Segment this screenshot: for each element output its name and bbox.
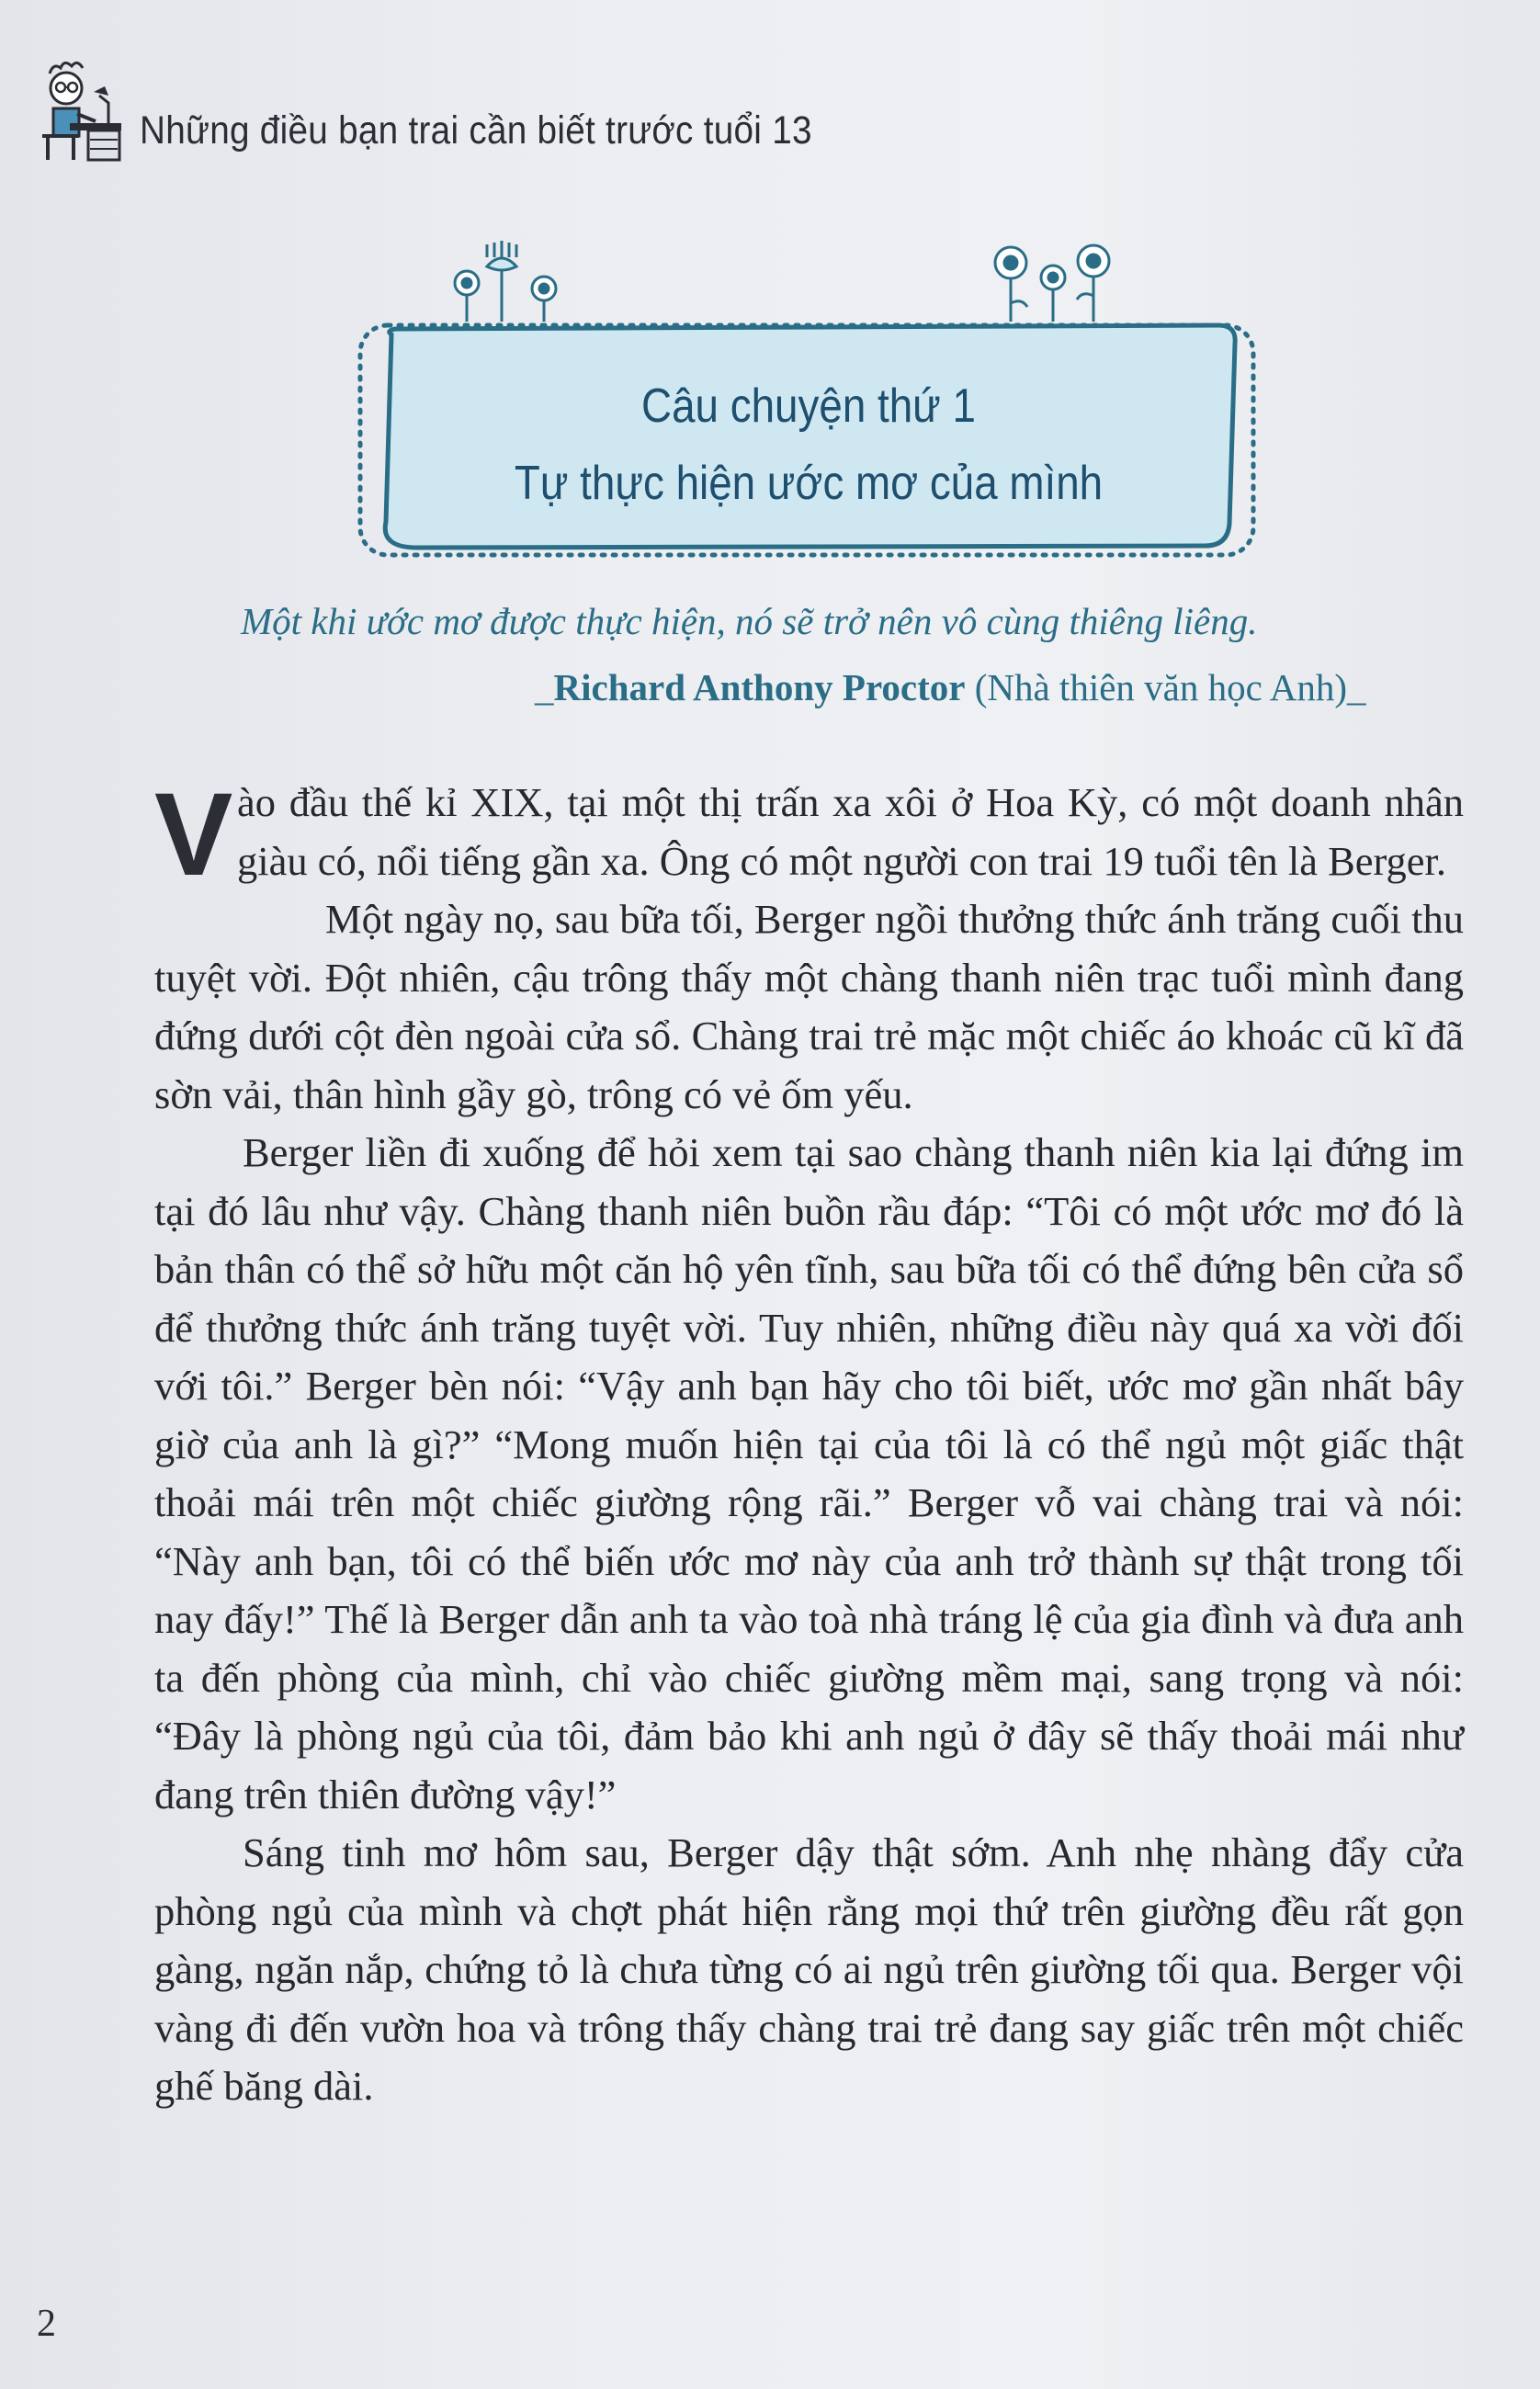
attribution-prefix: _ <box>535 666 554 708</box>
drop-cap: V <box>154 769 233 900</box>
paragraph-1-text: ào đầu thế kỉ XIX, tại một thị trấn xa xôi ở Hoa Kỳ, có một doanh nhân giàu có, nổi tiếng gần xa. Ông có một người con trai 19 tuổi tên là Berger. <box>237 779 1464 884</box>
attribution-author: Richard Anthony Proctor <box>553 666 966 708</box>
epigraph-attribution <box>535 665 1366 709</box>
running-header <box>33 57 1136 167</box>
attribution-note: (Nhà thiên văn học Anh)_ <box>965 666 1366 708</box>
epigraph-quote: Một khi ước mơ được thực hiện, nó sẽ trở nên vô cùng thiêng liêng. <box>241 600 1258 642</box>
page-number: 2 <box>37 2303 56 2345</box>
paragraph-1 <box>154 769 1464 900</box>
paragraph-2: Một ngày nọ, sau bữa tối, Berger ngồi thưởng thức ánh trăng cuối thu tuyệt vời. Đột nhiên, cậu trông thấy một chàng thanh niên trạc tuổi mình đang đứng dưới cột đèn ngoài cửa sổ. Chàng trai trẻ mặc một chiếc áo khoác cũ kĩ đã sờn vải, thân hình gầy gò, trông có vẻ ốm yếu. <box>154 896 1464 1117</box>
flower-icon <box>995 245 1109 322</box>
story-title-box <box>349 230 1268 570</box>
running-header-title: Những điều bạn trai cần biết trước tuổi 13 <box>140 108 812 153</box>
story-title-number: Câu chuyện thứ 1 <box>641 379 976 433</box>
story-body <box>154 769 1464 2116</box>
paragraph-3: Berger liền đi xuống để hỏi xem tại sao chàng thanh niên kia lại đứng im tại đó lâu như vậy. Chàng thanh niên buồn rầu đáp: “Tôi có một ước mơ đó là bản thân có thể sở hữu một căn hộ yên tĩnh, sau bữa tối có thể đứng bên cửa sổ để thưởng thức ánh trăng tuyệt vời. Tuy nhiên, những điều này quá xa vời đối với tôi.” Berger bèn nói: “Vậy anh bạn hãy cho tôi biết, ước mơ gần nhất bây giờ của anh là gì?” “Mong muốn hiện tại của tôi là có thể ngủ một giấc thật thoải mái trên một chiếc giường rộng rãi.” Berger vỗ vai chàng trai và nói: “Này anh bạn, tôi có thể biến ước mơ này của anh trở thành sự thật trong tối nay đấy!” Thế là Berger dẫn anh ta vào toà nhà tráng lệ của gia đình và đưa anh ta đến phòng của mình, chỉ vào chiếc giường mềm mại, sang trọng và nói: “Đây là phòng ngủ của tôi, đảm bảo khi anh ngủ ở đây sẽ thấy thoải mái như đang trên thiên đường vậy!” <box>154 1129 1464 1817</box>
flower-icon <box>455 241 556 322</box>
paragraph-4: Sáng tinh mơ hôm sau, Berger dậy thật sớm. Anh nhẹ nhàng đẩy cửa phòng ngủ của mình và chợt phát hiện rằng mọi thứ trên giường đều rất gọn gàng, ngăn nắp, chứng tỏ là chưa từng có ai ngủ trên giường tối qua. Berger vội vàng đi đến vườn hoa và trông thấy chàng trai trẻ đang say giấc trên một chiếc ghế băng dài. <box>154 1829 1464 2109</box>
story-title: Tự thực hiện ước mơ của mình <box>514 457 1104 510</box>
boy-at-desk-icon <box>33 57 125 167</box>
